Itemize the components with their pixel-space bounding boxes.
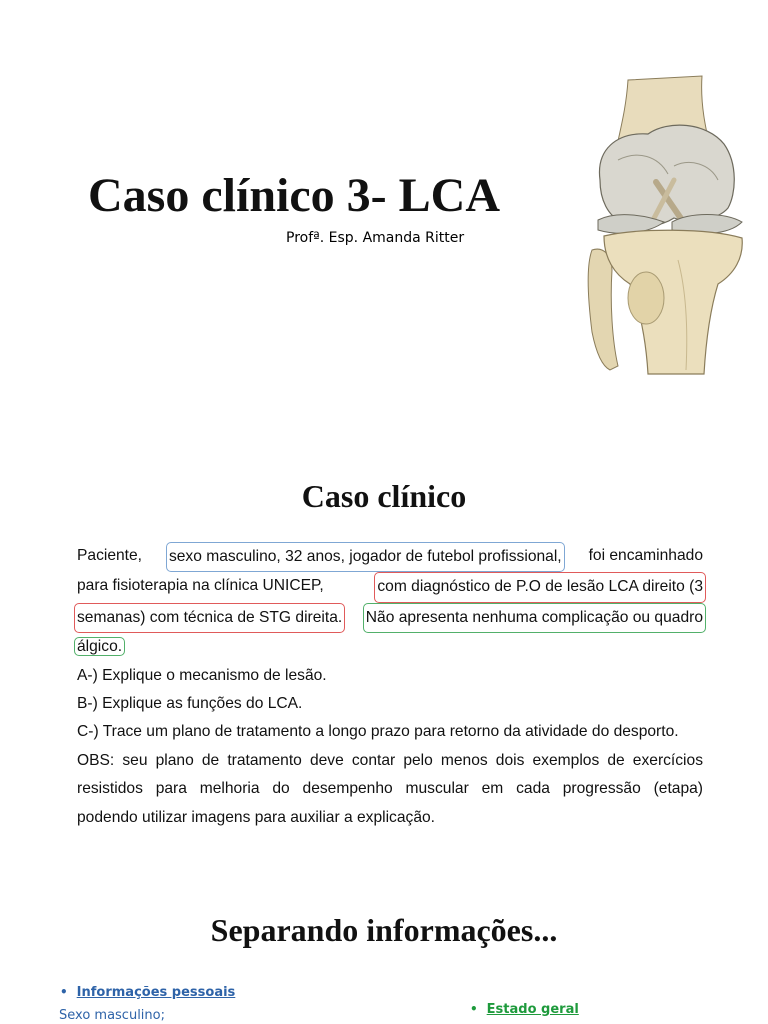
text-fragment: foi encaminhado: [588, 547, 703, 564]
question-c: C-) Trace um plano de tratamento a longo prazo para retorno da atividade do desporto.: [77, 723, 679, 741]
highlight-diagnosis-cont: semanas) com técnica de STG direita.: [74, 603, 345, 633]
case-slide-title: Caso clínico: [301, 478, 467, 514]
bullet-icon: •: [60, 985, 68, 999]
slide-title: Caso clínico 3- LCA: [88, 169, 500, 222]
general-state-heading: [470, 1002, 579, 1017]
highlight-diagnosis: com diagnóstico de P.O de lesão LCA direito (3: [374, 572, 706, 602]
personal-info-item: Sexo masculino;: [59, 1008, 165, 1023]
text-line: [77, 572, 703, 602]
personal-info-heading: [60, 985, 235, 1000]
title-slide: [0, 0, 768, 400]
summary-slide: [0, 900, 768, 1024]
highlight-personal-info: sexo masculino, 32 anos, jogador de futebol profissional,: [166, 542, 565, 572]
case-description: [77, 542, 703, 832]
obs-line: OBS: seu plano de tratamento deve contar pelo menos dois exemplos de exercícios: [77, 751, 703, 769]
bullet-icon: •: [470, 1002, 478, 1016]
general-state-label: Estado geral: [486, 1002, 579, 1017]
author-subtitle: Profª. Esp. Amanda Ritter: [286, 230, 465, 246]
knee-anatomy-illustration: [578, 70, 750, 380]
text-line: [77, 603, 703, 633]
question-b: B-) Explique as funções do LCA.: [77, 695, 303, 713]
text-line: [77, 542, 703, 572]
personal-info-label: Informações pessoais: [76, 985, 236, 1000]
question-a: A-) Explique o mecanismo de lesão.: [77, 666, 327, 684]
text-fragment: Paciente,: [77, 547, 143, 564]
case-slide: [0, 440, 768, 860]
obs-line: resistidos para melhoria do desempenho muscular em cada progressão (etapa): [77, 780, 703, 798]
highlight-general-state-cont: álgico.: [74, 637, 125, 656]
summary-slide-title: Separando informações...: [210, 912, 558, 948]
obs-line: podendo utilizar imagens para auxiliar a explicação.: [77, 808, 436, 826]
text-fragment: para fisioterapia na clínica UNICEP,: [77, 577, 324, 595]
highlight-general-state: Não apresenta nenhuma complicação ou quadro: [363, 603, 706, 633]
text-line: [77, 633, 703, 661]
